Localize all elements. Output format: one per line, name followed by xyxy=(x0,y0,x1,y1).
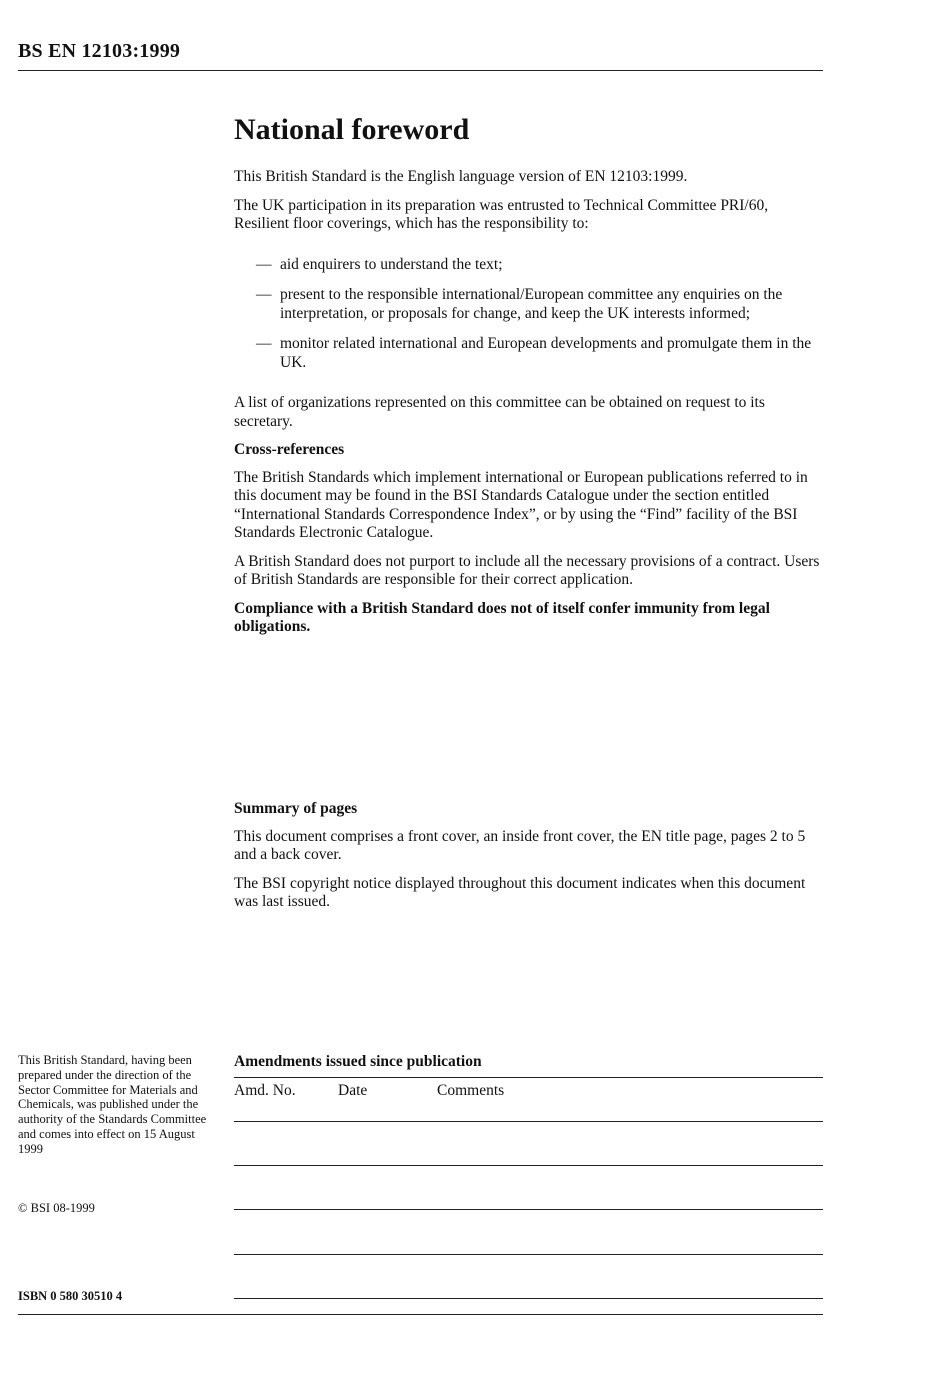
list-item xyxy=(256,286,826,323)
standard-code: BS EN 12103:1999 xyxy=(18,40,181,62)
amendments-table xyxy=(234,1052,823,1099)
compliance-paragraph: Compliance with a British Standard does not of itself confer immunity from legal obligations. xyxy=(234,599,770,635)
contract-paragraph: A British Standard does not purport to include all the necessary provisions of a contract. Users of British Standards are responsible for their correct application. xyxy=(234,552,820,588)
amendments-header-rule xyxy=(234,1077,823,1078)
copyright-notice: © BSI 08-1999 xyxy=(18,1201,95,1215)
column-header-amd-no: Amd. No. xyxy=(234,1082,296,1099)
isbn: ISBN 0 580 30510 4 xyxy=(18,1289,123,1303)
column-header-comments: Comments xyxy=(437,1082,505,1099)
summary-heading: Summary of pages xyxy=(234,800,358,817)
page-title: National foreword xyxy=(234,113,470,146)
national-foreword xyxy=(234,112,826,647)
dash-bullet: — xyxy=(256,286,272,303)
column-header-date: Date xyxy=(338,1082,368,1099)
summary-copyright-paragraph: The BSI copyright notice displayed throughout this document indicates when this document was last issued. xyxy=(234,874,806,910)
amendment-row-rule xyxy=(234,1121,823,1122)
amendment-row-rule xyxy=(234,1209,823,1210)
list-item-text: present to the responsible international/European committee any enquiries on the interpretation, or proposals for change, and keep the UK interests informed; xyxy=(280,286,783,322)
amendments-heading: Amendments issued since publication xyxy=(234,1053,482,1070)
publication-note: This British Standard, having been prepared under the direction of the Sector Committee for Materials and Chemicals, was published under the authority of the Standards Committee and comes into effect on 15 August 1999 xyxy=(18,1053,207,1156)
summary-of-pages xyxy=(234,800,826,922)
list-item xyxy=(256,256,826,275)
cross-references-paragraph: The British Standards which implement international or European publications referred to in this document may be found in the BSI Standards Catalogue under the section entitled “International Standards Correspondence Index”, or by using the “Find” facility of the BSI Standards Electronic Catalogue. xyxy=(234,468,808,541)
amendment-row-rule xyxy=(234,1165,823,1166)
participation-paragraph: The UK participation in its preparation was entrusted to Technical Committee PRI/60, Resilient floor coverings, which has the responsibility to: xyxy=(234,196,769,232)
list-item xyxy=(256,335,826,372)
dash-bullet: — xyxy=(256,335,272,352)
organizations-paragraph: A list of organizations represented on this committee can be obtained on request to its secretary. xyxy=(234,394,765,430)
amendment-row-rule xyxy=(234,1254,823,1255)
list-item-text: monitor related international and European developments and promulgate them in the UK. xyxy=(280,335,812,371)
header-rule xyxy=(18,70,823,71)
amendment-row-rule xyxy=(234,1298,823,1299)
responsibilities-list xyxy=(256,256,826,373)
summary-pages-paragraph: This document comprises a front cover, an inside front cover, the EN title page, pages 2 to 5 and a back cover. xyxy=(234,827,806,863)
intro-paragraph: This British Standard is the English language version of EN 12103:1999. xyxy=(234,168,688,185)
cross-references-heading: Cross-references xyxy=(234,441,345,458)
list-item-text: aid enquirers to understand the text; xyxy=(280,255,503,273)
footer-rule xyxy=(18,1314,823,1315)
dash-bullet: — xyxy=(256,255,272,273)
